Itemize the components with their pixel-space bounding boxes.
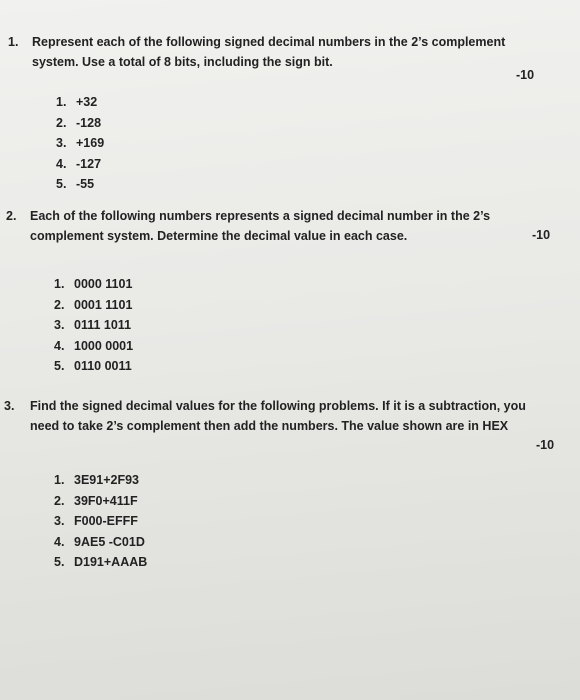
list-item-index: 3.: [54, 514, 65, 528]
list-item: [54, 511, 147, 532]
list-item: [54, 552, 147, 573]
list-item-index: 4.: [54, 338, 65, 353]
question-2-points: -10: [532, 228, 551, 242]
question-1-number: 1.: [8, 35, 19, 49]
list-item-value: 0110 0011: [74, 359, 132, 373]
list-item-value: +32: [76, 95, 98, 109]
list-item: [56, 92, 104, 113]
question-2-line-1: Each of the following numbers represents a signed decimal number in the 2’s: [30, 209, 491, 223]
list-item-value: F000-EFFF: [74, 514, 138, 528]
list-item-value: 0000 1101: [74, 277, 133, 291]
list-item-value: -55: [76, 177, 95, 191]
list-item-index: 1.: [54, 473, 65, 487]
list-item: [54, 295, 133, 316]
question-2-text: [30, 206, 490, 246]
question-1: [8, 32, 568, 76]
question-1-list: [56, 92, 104, 195]
list-item-value: 39F0+411F: [74, 493, 138, 508]
list-item: [56, 113, 104, 134]
list-item-index: 3.: [56, 136, 67, 150]
list-item-value: +169: [76, 136, 105, 150]
list-item-value: 9AE5 -C01D: [74, 534, 145, 549]
question-2-list: [54, 274, 133, 377]
list-item-value: -127: [76, 156, 102, 171]
question-1-line-2: system. Use a total of 8 bits, including the sign bit.: [32, 55, 333, 69]
list-item-value: 0001 1101: [74, 297, 133, 312]
list-item: [54, 491, 147, 512]
list-item-index: 4.: [56, 156, 67, 171]
list-item-index: 4.: [54, 534, 65, 549]
question-1-text: [32, 32, 505, 72]
list-item: [54, 315, 133, 336]
list-item-index: 5.: [54, 555, 65, 569]
list-item-index: 1.: [54, 277, 65, 291]
question-3-points: -10: [536, 438, 555, 452]
list-item-index: 2.: [56, 115, 67, 130]
list-item-index: 5.: [56, 177, 67, 191]
list-item-value: 0111 1011: [74, 318, 132, 332]
question-1-points: -10: [516, 68, 535, 82]
question-3-line-2: need to take 2’s complement then add the numbers. The value shown are in HEX: [30, 419, 509, 433]
list-item-index: 2.: [54, 297, 65, 312]
list-item-index: 2.: [54, 493, 65, 508]
question-2-line-2: complement system. Determine the decimal value in each case.: [30, 229, 408, 243]
list-item: [54, 356, 133, 377]
list-item: [56, 154, 104, 175]
list-item-value: 3E91+2F93: [74, 473, 139, 487]
question-3-number: 3.: [4, 399, 15, 413]
list-item-index: 1.: [56, 95, 67, 109]
question-3: [4, 396, 574, 440]
list-item: [56, 174, 104, 195]
list-item: [54, 274, 133, 295]
list-item-value: -128: [76, 115, 102, 130]
list-item: [54, 532, 147, 553]
list-item: [54, 470, 147, 491]
question-2: [6, 206, 506, 250]
question-3-text: [30, 396, 574, 436]
list-item-value: D191+AAAB: [74, 555, 148, 569]
question-1-line-1: Represent each of the following signed decimal numbers in the 2’s complement: [32, 35, 506, 49]
question-2-number: 2.: [6, 209, 17, 223]
question-3-list: [54, 470, 147, 573]
list-item: [56, 133, 104, 154]
question-3-line-1: Find the signed decimal values for the following problems. If it is a subtraction, you: [30, 399, 526, 413]
list-item-index: 3.: [54, 318, 65, 332]
list-item: [54, 336, 133, 357]
list-item-value: 1000 0001: [74, 338, 134, 353]
list-item-index: 5.: [54, 359, 65, 373]
